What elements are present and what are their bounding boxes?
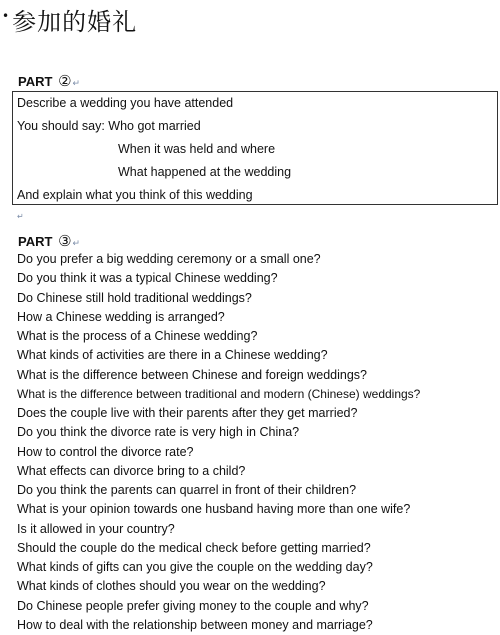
- question-item: Is it allowed in your country?: [17, 522, 175, 536]
- paragraph-mark-icon: ↵: [17, 212, 24, 221]
- question-item: What is the process of a Chinese wedding?: [17, 329, 258, 343]
- question-item: What kinds of clothes should you wear on the wedding?: [17, 579, 326, 593]
- question-item: Does the couple live with their parents after they get married?: [17, 406, 358, 420]
- part2-line: What happened at the wedding: [118, 165, 292, 179]
- paragraph-mark-icon: ↵: [72, 78, 81, 88]
- question-item: Should the couple do the medical check before getting married?: [17, 541, 371, 555]
- part3-label: PART: [18, 234, 53, 249]
- question-item: Do you think the divorce rate is very high in China?: [17, 425, 300, 439]
- question-item: Do you prefer a big wedding ceremony or a small one?: [17, 252, 321, 266]
- page-title: [2, 4, 137, 34]
- question-item: What kinds of gifts can you give the couple on the wedding day?: [17, 560, 373, 574]
- question-item: How to deal with the relationship between money and marriage?: [17, 618, 373, 632]
- question-item: Do Chinese people prefer giving money to the couple and why?: [17, 599, 369, 613]
- part2-line: Describe a wedding you have attended: [17, 96, 234, 110]
- page-title-text: 参加的婚礼: [12, 7, 138, 36]
- part2-label: PART: [18, 74, 53, 89]
- question-item: What is the difference between Chinese and foreign weddings?: [17, 368, 367, 382]
- part2-line: And explain what you think of this wedding: [17, 188, 253, 202]
- question-item: What kinds of activities are there in a Chinese wedding?: [17, 348, 328, 362]
- part3-number: ③: [58, 233, 72, 250]
- question-item: How to control the divorce rate?: [17, 445, 194, 459]
- question-item: Do Chinese still hold traditional weddings?: [17, 291, 252, 305]
- question-item: Do you think it was a typical Chinese wedding?: [17, 271, 278, 285]
- question-item: How a Chinese wedding is arranged?: [17, 310, 225, 324]
- part2-number: ②: [58, 73, 72, 90]
- part3-heading: [18, 232, 80, 250]
- bullet-icon: •: [2, 9, 11, 23]
- question-item: What effects can divorce bring to a child?: [17, 464, 246, 478]
- paragraph-mark-icon: ↵: [72, 238, 81, 248]
- question-item: What is the difference between traditional and modern (Chinese) weddings?: [17, 387, 421, 401]
- part2-heading: [18, 72, 80, 90]
- part2-line: You should say: Who got married: [17, 119, 201, 133]
- question-item: What is your opinion towards one husband having more than one wife?: [17, 502, 411, 516]
- part2-line: When it was held and where: [118, 142, 276, 156]
- question-item: Do you think the parents can quarrel in front of their children?: [17, 483, 357, 497]
